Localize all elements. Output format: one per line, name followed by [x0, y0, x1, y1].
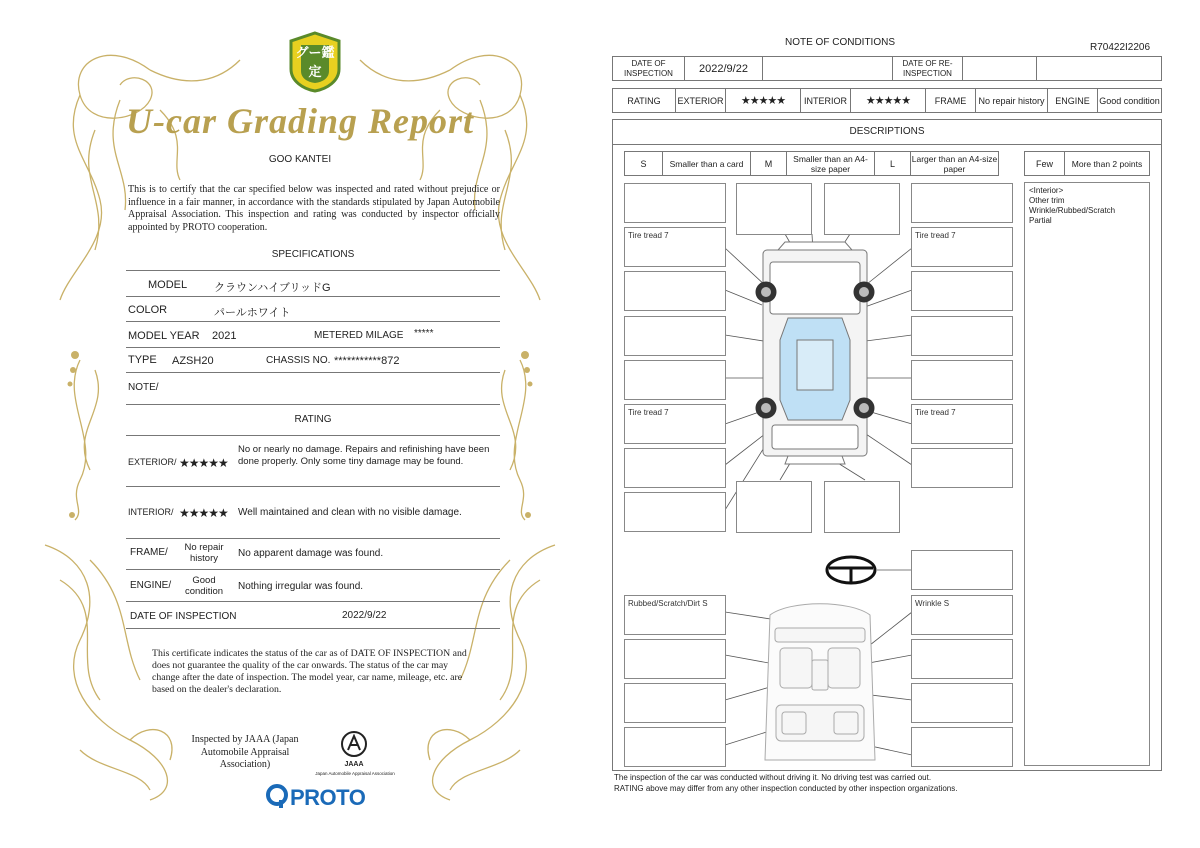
model-year-value: 2021: [212, 330, 237, 342]
damage-note-box-tire-front-right[interactable]: [911, 227, 1013, 267]
damage-note-box[interactable]: [911, 360, 1013, 400]
damage-note-box[interactable]: [624, 683, 726, 723]
interior-right-label: Wrinkle S: [915, 599, 950, 608]
exterior-label: EXTERIOR/: [128, 457, 177, 467]
frame-label-cell: FRAME: [926, 89, 976, 112]
frame-description: No apparent damage was found.: [238, 548, 384, 559]
type-label: TYPE: [128, 354, 157, 366]
rating-label: RATING: [613, 89, 676, 112]
damage-note-box[interactable]: [624, 492, 726, 532]
frame-value-cell: No repair history: [976, 89, 1048, 112]
legend-m: M: [751, 152, 787, 175]
damage-note-box[interactable]: [736, 481, 812, 533]
note-line: <Interior>: [1029, 186, 1064, 195]
chassis-label: CHASSIS NO.: [266, 355, 331, 366]
legend-s: S: [625, 152, 663, 175]
model-label: MODEL: [148, 279, 188, 291]
proto-logo: PROTO: [290, 785, 366, 810]
report-subtitle: GOO KANTEI: [268, 154, 332, 165]
date-inspection-label: DATE OF INSPECTION: [613, 57, 685, 80]
damage-note-box[interactable]: [624, 448, 726, 488]
damage-note-box[interactable]: [911, 271, 1013, 311]
descriptions-heading: DESCRIPTIONS: [849, 126, 925, 137]
legend-more: More than 2 points: [1071, 158, 1143, 169]
damage-note-box-interior[interactable]: [624, 595, 726, 635]
note-line: Partial: [1029, 216, 1052, 225]
date-inspection-value: 2022/9/22: [685, 57, 763, 80]
chassis-value: ***********872: [334, 355, 400, 367]
damage-note-box[interactable]: [624, 183, 726, 223]
damage-note-box[interactable]: [824, 481, 900, 533]
model-value: クラウンハイブリッドG: [214, 282, 331, 294]
specifications-heading: SPECIFICATIONS: [271, 249, 355, 260]
tire-front-left-label: Tire tread 7: [628, 231, 669, 240]
tire-front-right-label: Tire tread 7: [915, 231, 956, 240]
milage-value: *****: [414, 328, 434, 339]
damage-note-box[interactable]: [736, 183, 812, 235]
interior-description: Well maintained and clean with no visible damage.: [238, 507, 462, 518]
legend-l-desc: Larger than an A4-size paper: [911, 153, 998, 174]
damage-note-box[interactable]: [624, 316, 726, 356]
exterior-stars-cell: ★★★★★: [726, 89, 801, 112]
damage-note-box[interactable]: [911, 448, 1013, 488]
model-year-label: MODEL YEAR: [128, 330, 200, 342]
legend-few: Few: [1025, 152, 1065, 175]
legend-l: L: [875, 152, 911, 175]
report-number: R70422I2206: [1090, 42, 1151, 53]
note-line: Other trim: [1029, 196, 1065, 205]
footer-note-1: The inspection of the car was conducted without driving it. No driving test was carried out.: [614, 773, 932, 782]
engine-label-cell: ENGINE: [1048, 89, 1098, 112]
damage-note-box-steering[interactable]: [911, 550, 1013, 590]
steering-wheel-icon: [827, 557, 875, 583]
interior-stars: ★★★★★: [179, 506, 228, 520]
damage-note-box[interactable]: [624, 360, 726, 400]
badge-text: グー鑑定: [295, 45, 335, 79]
milage-label: METERED MILAGE: [314, 330, 404, 341]
note-of-conditions: [600, 0, 1200, 848]
damage-note-box[interactable]: [624, 639, 726, 679]
damage-note-box-tire-rear-right[interactable]: [911, 404, 1013, 444]
interior-label-cell: INTERIOR: [801, 89, 851, 112]
color-label: COLOR: [128, 304, 168, 316]
footer-note-2: RATING above may differ from any other inspection conducted by other inspection organizations.: [614, 784, 958, 793]
exterior-description: No or nearly no damage. Repairs and refinishing have been done properly. Only some tiny damage may be found.: [238, 444, 490, 467]
damage-note-box-interior[interactable]: [911, 595, 1013, 635]
tire-rear-right-label: Tire tread 7: [915, 408, 956, 417]
report-title: U-car Grading Report: [125, 101, 474, 141]
damage-note-box[interactable]: [624, 271, 726, 311]
proto-logo-icon: [265, 784, 289, 808]
date-reinspection-label: DATE OF RE-INSPECTION: [893, 57, 963, 80]
frame-label: FRAME/: [130, 547, 168, 558]
damage-note-box-tire-rear-left[interactable]: [624, 404, 726, 444]
inspection-date-label: DATE OF INSPECTION: [130, 611, 237, 622]
damage-note-box-tire-front-left[interactable]: [624, 227, 726, 267]
engine-label: ENGINE/: [130, 580, 172, 591]
rating-heading: RATING: [294, 414, 332, 425]
damage-note-box[interactable]: [824, 183, 900, 235]
tire-rear-left-label: Tire tread 7: [628, 408, 669, 417]
interior-stars-cell: ★★★★★: [851, 89, 926, 112]
damage-note-box[interactable]: [911, 727, 1013, 767]
exterior-label-cell: EXTERIOR: [676, 89, 726, 112]
damage-note-box[interactable]: [911, 316, 1013, 356]
jaaa-logo-text: JAAA: [344, 761, 364, 768]
damage-note-box[interactable]: [911, 183, 1013, 223]
legend-s-desc: Smaller than a card: [663, 152, 751, 175]
note-label: NOTE/: [128, 382, 159, 393]
jaaa-logo-subtext: Japan Automobile Appraisal Association: [315, 771, 395, 776]
jaaa-emblem-icon: [340, 730, 368, 760]
engine-description: Nothing irregular was found.: [238, 581, 364, 592]
interior-label: INTERIOR/: [128, 507, 174, 517]
frame-value: No repair history: [184, 542, 224, 564]
type-value: AZSH20: [172, 355, 214, 367]
certification-statement: This is to certify that the car specified below was inspected and rated without prejudice or influence in a fair manner, in accordance with the standards stipulated by Japan Automobile Appraisal Association. This inspection and rating was conducted by inspector officially appointed by PROTO cooperation.: [128, 184, 500, 233]
inspection-date-value: 2022/9/22: [342, 610, 387, 621]
engine-value: Good condition: [184, 575, 224, 597]
conditions-heading: NOTE OF CONDITIONS: [785, 37, 895, 48]
note-line: Wrinkle/Rubbed/Scratch: [1029, 206, 1116, 215]
certificate-disclaimer: This certificate indicates the status of the car as of DATE OF INSPECTION and does not guarantee the quality of the car onwards. The status of the car may change after the date of inspection. The model year, car name, mileage, etc. are based on the dealer's declaration.: [152, 648, 467, 695]
damage-note-box[interactable]: [624, 727, 726, 767]
damage-note-box[interactable]: [911, 639, 1013, 679]
exterior-stars: ★★★★★: [179, 456, 228, 470]
damage-note-box[interactable]: [911, 683, 1013, 723]
interior-left-label: Rubbed/Scratch/Dirt S: [628, 599, 708, 608]
color-value: パールホワイト: [214, 307, 291, 319]
engine-value-cell: Good condition: [1099, 95, 1160, 106]
legend-m-desc: Smaller than an A4-size paper: [787, 152, 875, 175]
inspected-by: Inspected by JAAA (Japan Automobile Appraisal Association): [191, 734, 299, 770]
